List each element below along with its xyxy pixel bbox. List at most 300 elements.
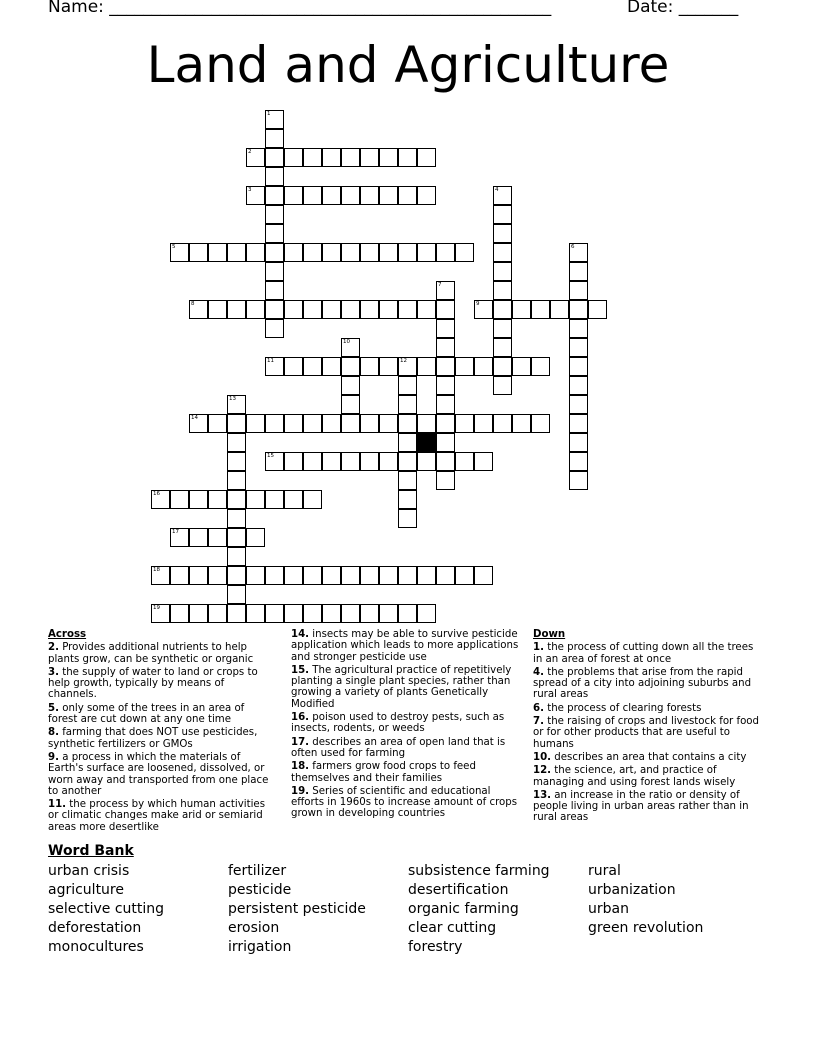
word-bank-item: subsistence farming	[408, 863, 550, 879]
grid-cell[interactable]	[436, 243, 455, 262]
clue-number: 11	[267, 358, 274, 364]
grid-cell[interactable]	[246, 243, 265, 262]
grid-cell[interactable]	[417, 186, 436, 205]
grid-cell[interactable]	[512, 300, 531, 319]
grid-cell[interactable]	[265, 262, 284, 281]
grid-cell[interactable]	[588, 300, 607, 319]
clue-text: a process in which the materials of Earth's surface are loosened, dissolved, or worn away and transported from one place to another	[48, 751, 269, 797]
grid-cell[interactable]	[512, 414, 531, 433]
grid-cell[interactable]	[341, 357, 360, 376]
down-heading: Down	[533, 629, 566, 640]
grid-cell[interactable]	[474, 566, 493, 585]
grid-cell[interactable]	[417, 604, 436, 623]
clue-text: only some of the trees in an area of forest are cut down at any one time	[48, 702, 245, 726]
grid-cell[interactable]	[493, 319, 512, 338]
grid-cell[interactable]	[284, 186, 303, 205]
grid-cell[interactable]	[436, 357, 455, 376]
grid-cell[interactable]	[569, 357, 588, 376]
grid-cell[interactable]	[569, 300, 588, 319]
clue-number: 9	[476, 301, 480, 307]
grid-cell[interactable]	[284, 490, 303, 509]
grid-cell[interactable]	[227, 433, 246, 452]
grid-cell[interactable]	[227, 243, 246, 262]
grid-cell[interactable]	[303, 414, 322, 433]
grid-cell[interactable]	[246, 528, 265, 547]
grid-cell[interactable]	[341, 338, 360, 357]
grid-cell[interactable]	[341, 604, 360, 623]
clue	[48, 752, 276, 797]
clue	[291, 665, 521, 710]
across-heading: Across	[48, 629, 87, 640]
grid-cell[interactable]	[265, 300, 284, 319]
grid-cell[interactable]	[265, 566, 284, 585]
grid-cell[interactable]	[151, 566, 170, 585]
grid-cell[interactable]	[398, 604, 417, 623]
grid-cell[interactable]	[246, 490, 265, 509]
grid-cell[interactable]	[227, 585, 246, 604]
grid-cell[interactable]	[550, 300, 569, 319]
grid-cell[interactable]	[569, 281, 588, 300]
grid-cell[interactable]	[303, 357, 322, 376]
grid-cell[interactable]	[379, 357, 398, 376]
word-bank-item: urban	[588, 901, 629, 917]
across-clues-continued	[291, 629, 521, 822]
clue-number-label: 11.	[48, 799, 67, 811]
grid-cell[interactable]	[265, 110, 284, 129]
grid-cell[interactable]	[455, 243, 474, 262]
word-bank-item: agriculture	[48, 882, 124, 898]
grid-cell[interactable]	[379, 148, 398, 167]
clue	[533, 703, 765, 714]
grid-cell[interactable]	[398, 433, 417, 452]
clue-text: describes an area that contains a city	[551, 751, 747, 763]
name-label: Name: ____________________________________________________	[48, 0, 552, 17]
grid-cell[interactable]	[417, 357, 436, 376]
clue-text: poison used to destroy pests, such as insects, rodents, or weeds	[291, 712, 505, 735]
grid-cell[interactable]	[227, 547, 246, 566]
grid-cell[interactable]	[208, 414, 227, 433]
grid-cell[interactable]	[303, 490, 322, 509]
grid-cell[interactable]	[360, 357, 379, 376]
grid-cell[interactable]	[284, 566, 303, 585]
grid-cell[interactable]	[246, 148, 265, 167]
grid-cell[interactable]	[322, 566, 341, 585]
grid-cell[interactable]	[265, 243, 284, 262]
grid-cell[interactable]	[322, 243, 341, 262]
grid-cell[interactable]	[189, 604, 208, 623]
grid-cell[interactable]	[227, 528, 246, 547]
grid-cell[interactable]	[569, 319, 588, 338]
grid-cell[interactable]	[303, 604, 322, 623]
grid-cell[interactable]	[265, 452, 284, 471]
grid-cell[interactable]	[322, 414, 341, 433]
grid-block	[417, 433, 436, 452]
clue-number: 10	[343, 339, 350, 345]
grid-cell[interactable]	[170, 604, 189, 623]
grid-cell[interactable]	[265, 414, 284, 433]
grid-cell[interactable]	[303, 300, 322, 319]
clue-number-label: 5.	[48, 702, 59, 714]
grid-cell[interactable]	[436, 452, 455, 471]
grid-cell[interactable]	[398, 509, 417, 528]
grid-cell[interactable]	[303, 186, 322, 205]
clue-text: farmers grow food crops to feed themselves and their families	[291, 761, 476, 784]
grid-cell[interactable]	[360, 243, 379, 262]
grid-cell[interactable]	[379, 414, 398, 433]
clue-number-label: 4.	[533, 666, 544, 678]
grid-cell[interactable]	[322, 300, 341, 319]
grid-cell[interactable]	[151, 490, 170, 509]
clue-number-label: 1.	[533, 642, 544, 654]
grid-cell[interactable]	[398, 186, 417, 205]
grid-cell[interactable]	[322, 452, 341, 471]
word-bank-item: clear cutting	[408, 920, 497, 936]
word-bank-column	[228, 862, 366, 957]
grid-cell[interactable]	[436, 376, 455, 395]
grid-cell[interactable]	[227, 471, 246, 490]
grid-cell[interactable]	[569, 262, 588, 281]
clue-number-label: 12.	[533, 765, 552, 777]
grid-cell[interactable]	[341, 566, 360, 585]
grid-cell[interactable]	[379, 300, 398, 319]
grid-cell[interactable]	[398, 148, 417, 167]
clue-number: 17	[172, 529, 179, 535]
clue-text: an increase in the ratio or density of people living in urban areas rather than in rural areas	[533, 789, 749, 824]
clue	[533, 752, 765, 763]
grid-cell[interactable]	[246, 186, 265, 205]
word-bank-item: urbanization	[588, 882, 676, 898]
grid-cell[interactable]	[493, 281, 512, 300]
word-bank-column	[588, 862, 703, 938]
grid-cell[interactable]	[341, 452, 360, 471]
grid-cell[interactable]	[189, 414, 208, 433]
grid-cell[interactable]	[474, 414, 493, 433]
grid-cell[interactable]	[265, 186, 284, 205]
word-bank-title: Word Bank	[48, 843, 134, 859]
clue-number-label: 6.	[533, 702, 544, 714]
clue-number: 5	[172, 244, 176, 250]
grid-cell[interactable]	[417, 300, 436, 319]
word-bank-column	[408, 862, 550, 957]
grid-cell[interactable]	[341, 186, 360, 205]
page-title: Land and Agriculture	[146, 36, 670, 94]
grid-cell[interactable]	[493, 376, 512, 395]
grid-cell[interactable]	[417, 452, 436, 471]
grid-cell[interactable]	[569, 433, 588, 452]
grid-cell[interactable]	[379, 186, 398, 205]
grid-cell[interactable]	[284, 300, 303, 319]
clue	[533, 765, 765, 788]
clue-number: 7	[438, 282, 442, 288]
grid-cell[interactable]	[569, 414, 588, 433]
clue-number: 8	[191, 301, 195, 307]
word-bank-item: rural	[588, 863, 621, 879]
grid-cell[interactable]	[284, 452, 303, 471]
word-bank-item: green revolution	[588, 920, 704, 936]
grid-cell[interactable]	[569, 243, 588, 262]
down-clues	[533, 629, 765, 826]
clue-number-label: 13.	[533, 789, 552, 801]
grid-cell[interactable]	[398, 357, 417, 376]
grid-cell[interactable]	[398, 395, 417, 414]
clue-text: farming that does NOT use pesticides, synthetic fertilizers or GMOs	[48, 727, 258, 750]
grid-cell[interactable]	[493, 300, 512, 319]
word-bank-item: fertilizer	[228, 863, 287, 879]
grid-cell[interactable]	[208, 528, 227, 547]
grid-cell[interactable]	[170, 490, 189, 509]
grid-cell[interactable]	[170, 528, 189, 547]
grid-cell[interactable]	[569, 338, 588, 357]
grid-cell[interactable]	[341, 395, 360, 414]
grid-cell[interactable]	[379, 452, 398, 471]
clue-number: 6	[571, 244, 575, 250]
grid-cell[interactable]	[360, 452, 379, 471]
grid-cell[interactable]	[227, 414, 246, 433]
clue	[48, 703, 276, 726]
clue-number-label: 2.	[48, 642, 59, 654]
word-bank-item: irrigation	[228, 939, 292, 955]
grid-cell[interactable]	[512, 357, 531, 376]
clue-text: the process by which human activities or climatic changes make arid or semiarid areas more desertlike	[48, 799, 265, 833]
clue-text: the raising of crops and livestock for food or for other products that are useful to humans	[533, 716, 759, 750]
grid-cell[interactable]	[436, 300, 455, 319]
clue	[48, 727, 276, 750]
grid-cell[interactable]	[398, 300, 417, 319]
grid-cell[interactable]	[341, 300, 360, 319]
grid-cell[interactable]	[170, 243, 189, 262]
grid-cell[interactable]	[379, 566, 398, 585]
grid-cell[interactable]	[360, 186, 379, 205]
grid-cell[interactable]	[189, 490, 208, 509]
grid-cell[interactable]	[322, 357, 341, 376]
grid-cell[interactable]	[569, 471, 588, 490]
grid-cell[interactable]	[208, 490, 227, 509]
grid-cell[interactable]	[303, 566, 322, 585]
clue-text: the process of cutting down all the trees in an area of forest at once	[533, 642, 754, 665]
grid-cell[interactable]	[531, 357, 550, 376]
word-bank-item: deforestation	[48, 920, 142, 936]
grid-cell[interactable]	[436, 433, 455, 452]
grid-cell[interactable]	[379, 243, 398, 262]
clue-number-label: 10.	[533, 751, 552, 763]
clue	[291, 786, 521, 820]
grid-cell[interactable]	[246, 566, 265, 585]
clue	[533, 642, 765, 665]
grid-cell[interactable]	[265, 167, 284, 186]
grid-cell[interactable]	[303, 148, 322, 167]
grid-cell[interactable]	[265, 490, 284, 509]
grid-cell[interactable]	[493, 357, 512, 376]
grid-cell[interactable]	[398, 452, 417, 471]
grid-cell[interactable]	[398, 414, 417, 433]
clue-text: Series of scientific and educational efforts in 1960s to increase amount of crops grown in developing countries	[291, 785, 518, 820]
grid-cell[interactable]	[227, 566, 246, 585]
grid-cell[interactable]	[455, 566, 474, 585]
grid-cell[interactable]	[208, 300, 227, 319]
grid-cell[interactable]	[493, 186, 512, 205]
grid-cell[interactable]	[398, 566, 417, 585]
grid-cell[interactable]	[265, 281, 284, 300]
date-label: Date: _______	[627, 0, 739, 17]
clue	[291, 712, 521, 735]
grid-cell[interactable]	[493, 224, 512, 243]
grid-cell[interactable]	[360, 604, 379, 623]
grid-cell[interactable]	[493, 243, 512, 262]
grid-cell[interactable]	[341, 243, 360, 262]
grid-cell[interactable]	[398, 471, 417, 490]
clue-text: the science, art, and practice of managing and using forest lands wisely	[533, 765, 736, 788]
clue-text: the process of clearing forests	[543, 702, 702, 714]
grid-cell[interactable]	[379, 604, 398, 623]
clue-number-label: 3.	[48, 666, 59, 678]
word-bank-item: forestry	[408, 939, 463, 955]
grid-cell[interactable]	[284, 148, 303, 167]
grid-cell[interactable]	[474, 357, 493, 376]
clue-number: 18	[153, 567, 160, 573]
clue	[291, 761, 521, 784]
grid-cell[interactable]	[341, 414, 360, 433]
grid-cell[interactable]	[189, 300, 208, 319]
grid-cell[interactable]	[493, 262, 512, 281]
grid-cell[interactable]	[398, 490, 417, 509]
grid-cell[interactable]	[322, 148, 341, 167]
grid-cell[interactable]	[360, 566, 379, 585]
grid-cell[interactable]	[189, 528, 208, 547]
grid-cell[interactable]	[265, 319, 284, 338]
word-bank-item: organic farming	[408, 901, 519, 917]
clue-text: Provides additional nutrients to help plants grow, can be synthetic or organic	[48, 642, 254, 665]
grid-cell[interactable]	[436, 471, 455, 490]
grid-cell[interactable]	[265, 205, 284, 224]
grid-cell[interactable]	[474, 452, 493, 471]
grid-cell[interactable]	[208, 604, 227, 623]
grid-cell[interactable]	[246, 604, 265, 623]
grid-cell[interactable]	[265, 224, 284, 243]
grid-cell[interactable]	[265, 129, 284, 148]
clue-number-label: 16.	[291, 712, 310, 724]
grid-cell[interactable]	[284, 414, 303, 433]
grid-cell[interactable]	[322, 604, 341, 623]
grid-cell[interactable]	[436, 319, 455, 338]
grid-cell[interactable]	[360, 300, 379, 319]
grid-cell[interactable]	[227, 490, 246, 509]
clue-text: the problems that arise from the rapid spread of a city into adjoining suburbs and rural areas	[533, 666, 752, 701]
grid-cell[interactable]	[398, 243, 417, 262]
grid-cell[interactable]	[455, 357, 474, 376]
grid-cell[interactable]	[208, 566, 227, 585]
grid-cell[interactable]	[227, 604, 246, 623]
grid-cell[interactable]	[341, 148, 360, 167]
grid-cell[interactable]	[284, 604, 303, 623]
grid-cell[interactable]	[417, 566, 436, 585]
grid-cell[interactable]	[531, 414, 550, 433]
grid-cell[interactable]	[436, 566, 455, 585]
grid-cell[interactable]	[284, 357, 303, 376]
grid-cell[interactable]	[227, 395, 246, 414]
word-bank-item: urban crisis	[48, 863, 130, 879]
grid-cell[interactable]	[303, 243, 322, 262]
grid-cell[interactable]	[455, 452, 474, 471]
grid-cell[interactable]	[284, 243, 303, 262]
grid-cell[interactable]	[417, 414, 436, 433]
grid-cell[interactable]	[417, 243, 436, 262]
grid-cell[interactable]	[455, 414, 474, 433]
clue-number: 19	[153, 605, 160, 611]
grid-cell[interactable]	[265, 148, 284, 167]
word-bank-item: selective cutting	[48, 901, 165, 917]
grid-cell[interactable]	[417, 148, 436, 167]
grid-cell[interactable]	[246, 414, 265, 433]
grid-cell[interactable]	[227, 452, 246, 471]
clue-number: 15	[267, 453, 274, 459]
grid-cell[interactable]	[265, 357, 284, 376]
word-bank-item: monocultures	[48, 939, 144, 955]
clue	[291, 737, 521, 760]
clue	[48, 799, 276, 833]
grid-cell[interactable]	[493, 205, 512, 224]
grid-cell[interactable]	[246, 300, 265, 319]
clue-number-label: 19.	[291, 785, 310, 797]
grid-cell[interactable]	[493, 414, 512, 433]
clue-number-label: 8.	[48, 727, 59, 739]
clue-text: the supply of water to land or crops to help growth, typically by means of channels.	[48, 666, 258, 701]
grid-cell[interactable]	[322, 186, 341, 205]
word-bank-item: persistent pesticide	[228, 901, 366, 917]
grid-cell[interactable]	[189, 566, 208, 585]
grid-cell[interactable]	[360, 414, 379, 433]
grid-cell[interactable]	[569, 452, 588, 471]
grid-cell[interactable]	[227, 300, 246, 319]
clue-number-label: 7.	[533, 716, 544, 728]
grid-cell[interactable]	[265, 604, 284, 623]
clue-number-label: 9.	[48, 751, 59, 763]
grid-cell[interactable]	[436, 338, 455, 357]
grid-cell[interactable]	[208, 243, 227, 262]
clue-text: The agricultural practice of repetitively planting a single plant species, rather than growing a variety of plants Genetically Modified	[291, 664, 512, 710]
grid-cell[interactable]	[227, 509, 246, 528]
grid-cell[interactable]	[360, 148, 379, 167]
grid-cell[interactable]	[189, 243, 208, 262]
grid-cell[interactable]	[569, 395, 588, 414]
clue	[533, 716, 765, 750]
grid-cell[interactable]	[436, 395, 455, 414]
word-bank-item: desertification	[408, 882, 509, 898]
clue-number: 2	[248, 149, 252, 155]
grid-cell[interactable]	[531, 300, 550, 319]
across-clues	[48, 629, 276, 835]
clue	[533, 667, 765, 701]
clue-number-label: 17.	[291, 736, 310, 748]
grid-cell[interactable]	[474, 300, 493, 319]
grid-cell[interactable]	[493, 338, 512, 357]
grid-cell[interactable]	[151, 604, 170, 623]
grid-cell[interactable]	[303, 452, 322, 471]
word-bank-item: erosion	[228, 920, 280, 936]
clue-number: 1	[267, 111, 271, 117]
clue-number: 13	[229, 396, 236, 402]
clue	[291, 629, 521, 663]
grid-cell[interactable]	[569, 376, 588, 395]
grid-cell[interactable]	[398, 376, 417, 395]
clue-number: 12	[400, 358, 407, 364]
grid-cell[interactable]	[436, 414, 455, 433]
grid-cell[interactable]	[436, 281, 455, 300]
clue-text: describes an area of open land that is often used for farming	[291, 736, 506, 759]
word-bank-item: pesticide	[228, 882, 292, 898]
grid-cell[interactable]	[170, 566, 189, 585]
grid-cell[interactable]	[341, 376, 360, 395]
clue-number: 14	[191, 415, 198, 421]
